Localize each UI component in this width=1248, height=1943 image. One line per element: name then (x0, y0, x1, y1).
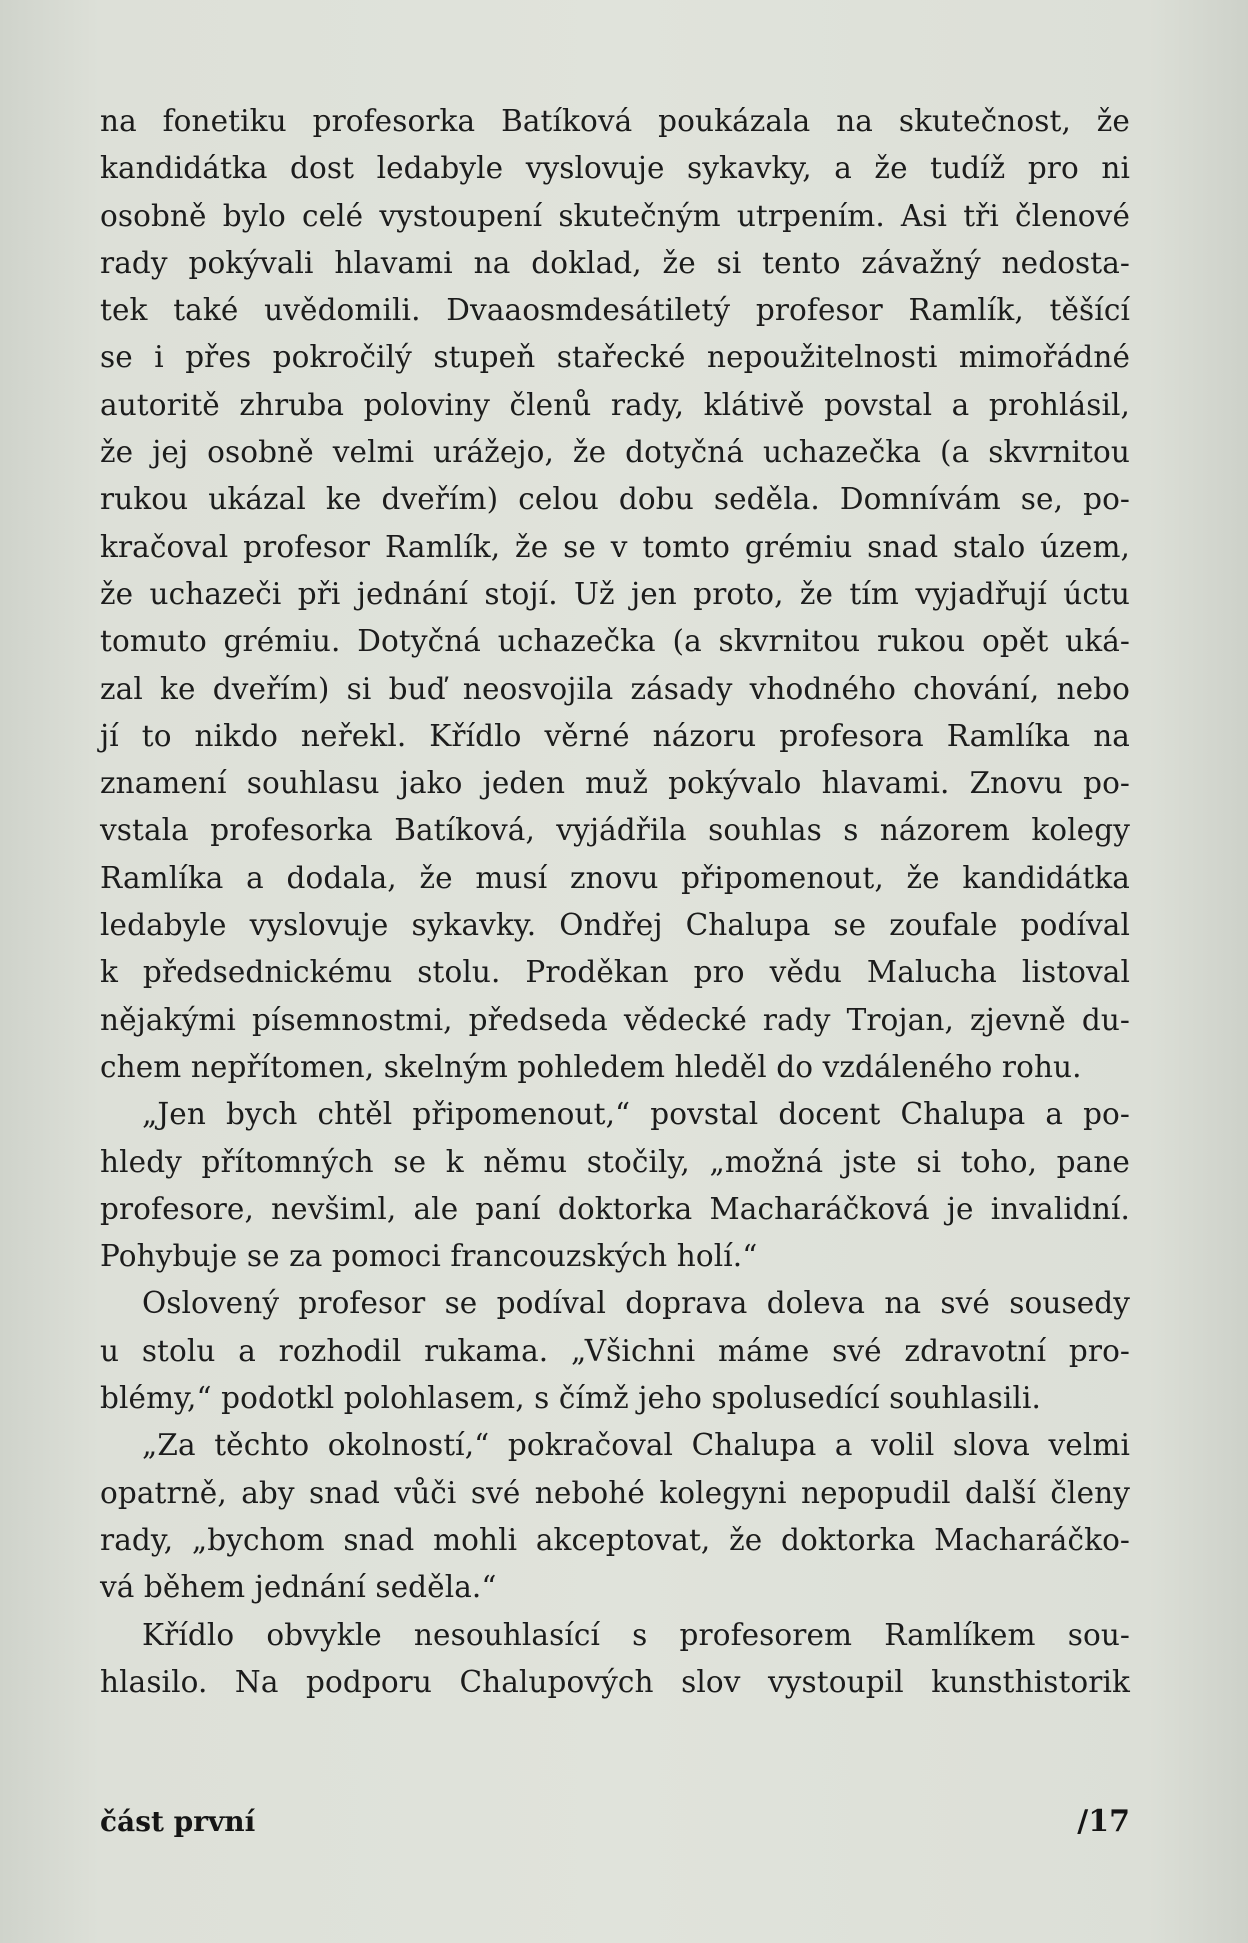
text-line: Pohybuje se za pomoci francouzských holí.“ (100, 1239, 758, 1274)
text-line: tomuto grémiu. Dotyčná uchazečka (a skvrnitou rukou opět uká- (100, 624, 1130, 659)
text-line: vá během jednání seděla.“ (100, 1570, 497, 1605)
text-line: opatrně, aby snad vůči své nebohé kolegyni nepopudil další členy (100, 1475, 1130, 1510)
text-line: chem nepřítomen, skelným pohledem hleděl do vzdáleného rohu. (100, 1049, 1082, 1084)
text-line: profesore, nevšiml, ale paní doktorka Macharáčková je invalidní. (100, 1191, 1130, 1226)
text-line: nějakými písemnostmi, předseda vědecké rady Trojan, zjevně du- (100, 1002, 1130, 1037)
text-line: kračoval profesor Ramlík, že se v tomto grémiu snad stalo územ, (100, 529, 1130, 564)
text-line: „Za těchto okolností,“ pokračoval Chalupa a volil slova velmi (142, 1428, 1130, 1463)
text-line: osobně bylo celé vystoupení skutečným utrpením. Asi tři členové (100, 198, 1130, 233)
text-line: znamení souhlasu jako jeden muž pokývalo hlavami. Znovu po- (100, 766, 1130, 801)
text-line: hledy přítomných se k němu stočily, „možná jste si toho, pane (100, 1144, 1130, 1179)
text-line: že uchazeči při jednání stojí. Už jen proto, že tím vyjadřují úctu (100, 576, 1130, 611)
text-line: autoritě zhruba poloviny členů rady, klátivě povstal a prohlásil, (100, 387, 1130, 422)
page-number: /17 (1077, 1804, 1130, 1839)
text-line: hlasilo. Na podporu Chalupových slov vystoupil kunsthistorik (100, 1664, 1130, 1699)
text-line: k předsednickému stolu. Proděkan pro vědu Malucha listoval (100, 955, 1130, 990)
text-line: tek také uvědomili. Dvaaosmdesátiletý profesor Ramlík, těšící (100, 293, 1130, 328)
text-line: Oslovený profesor se podíval doprava doleva na své sousedy (142, 1286, 1130, 1321)
text-line: Ramlíka a dodala, že musí znovu připomenout, že kandidátka (100, 860, 1130, 895)
section-name: část první (100, 1805, 256, 1838)
text-line: rady, „bychom snad mohli akceptovat, že doktorka Macharáčko- (100, 1522, 1130, 1557)
text-line: kandidátka dost ledabyle vyslovuje sykavky, a že tudíž pro ni (100, 151, 1130, 186)
text-line: „Jen bych chtěl připomenout,“ povstal docent Chalupa a po- (142, 1097, 1130, 1132)
text-line: na fonetiku profesorka Batíková poukázala na skutečnost, že (100, 104, 1130, 138)
text-line: vstala profesorka Batíková, vyjádřila souhlas s názorem kolegy (100, 813, 1130, 848)
body-text (100, 98, 1130, 1706)
text-line: se i přes pokročilý stupeň stařecké nepoužitelnosti mimořádné (100, 340, 1130, 375)
text-line: rady pokývali hlavami na doklad, že si tento závažný nedosta- (100, 245, 1130, 280)
text-line: zal ke dveřím) si buď neosvojila zásady vhodného chování, nebo (100, 671, 1130, 706)
page-footer (100, 1800, 1130, 1844)
text-line: u stolu a rozhodil rukama. „Všichni máme své zdravotní pro- (100, 1333, 1130, 1368)
text-line: Křídlo obvykle nesouhlasící s profesorem Ramlíkem sou- (142, 1617, 1130, 1652)
text-line: jí to nikdo neřekl. Křídlo věrné názoru profesora Ramlíka na (100, 718, 1130, 753)
text-line: ledabyle vyslovuje sykavky. Ondřej Chalupa se zoufale podíval (100, 908, 1130, 943)
text-line: že jej osobně velmi urážejo, že dotyčná uchazečka (a skvrnitou (100, 435, 1130, 470)
text-line: blémy,“ podotkl polohlasem, s čímž jeho spolusedící souhlasili. (100, 1381, 1041, 1416)
text-line: rukou ukázal ke dveřím) celou dobu seděla. Domnívám se, po- (100, 482, 1130, 517)
